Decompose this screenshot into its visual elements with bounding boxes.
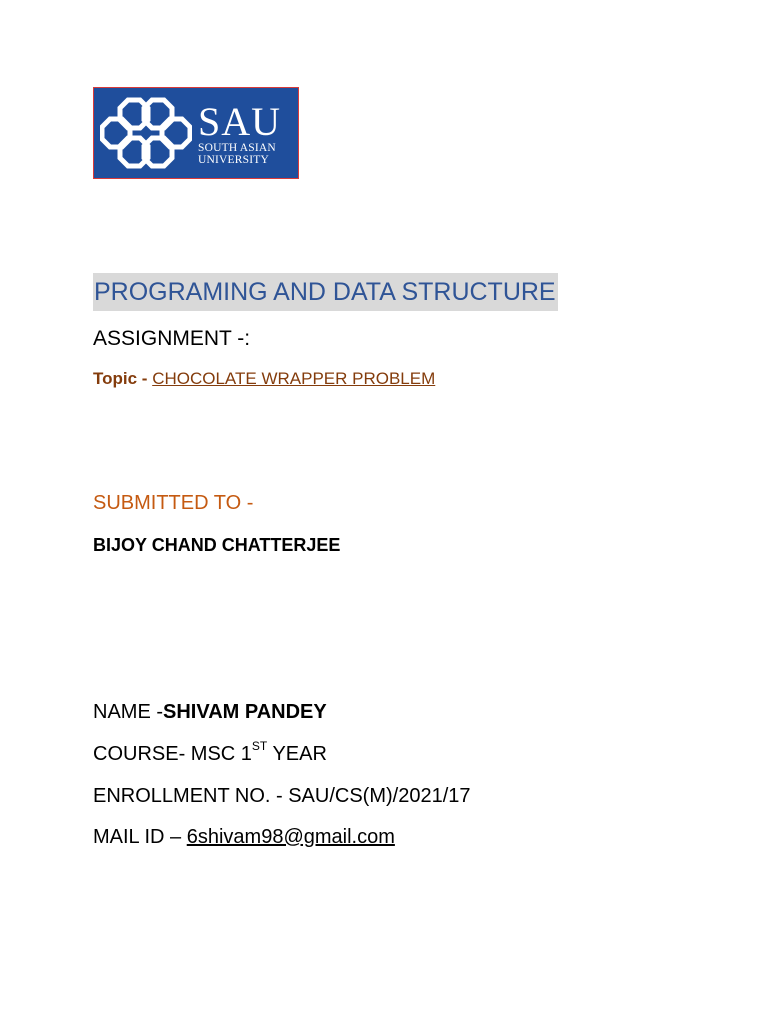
mail-label: MAIL ID – — [93, 826, 187, 848]
university-logo — [93, 87, 299, 179]
course-label: COURSE- MSC 1 — [93, 743, 252, 765]
document-title: PROGRAMING AND DATA STRUCTURE — [93, 273, 558, 311]
topic-line — [93, 366, 435, 392]
course-superscript: ST — [251, 739, 268, 754]
email-link[interactable]: 6shivam98@gmail.com — [186, 826, 395, 848]
topic-label: Topic - — [93, 369, 153, 388]
topic-value: CHOCOLATE WRAPPER PROBLEM — [152, 369, 436, 388]
logo-line-1: SOUTH ASIAN — [198, 142, 276, 154]
mail-line — [93, 823, 395, 851]
student-name-line — [93, 698, 327, 726]
assignment-label: ASSIGNMENT -: — [93, 327, 251, 350]
sau-emblem-icon — [100, 92, 192, 174]
enrollment-line: ENROLLMENT NO. - SAU/CS(M)/2021/17 — [93, 785, 471, 807]
logo-line-2: UNIVERSITY — [198, 154, 269, 166]
logo-wordmark — [198, 99, 282, 166]
course-line — [93, 740, 327, 768]
submitted-to-name: BIJOY CHAND CHATTERJEE — [93, 535, 341, 555]
name-label: NAME - — [93, 701, 163, 723]
logo-abbr: SAU — [198, 99, 282, 144]
student-name: SHIVAM PANDEY — [163, 701, 327, 723]
submitted-to-label: SUBMITTED TO - — [93, 492, 254, 514]
course-suffix: YEAR — [267, 743, 327, 765]
